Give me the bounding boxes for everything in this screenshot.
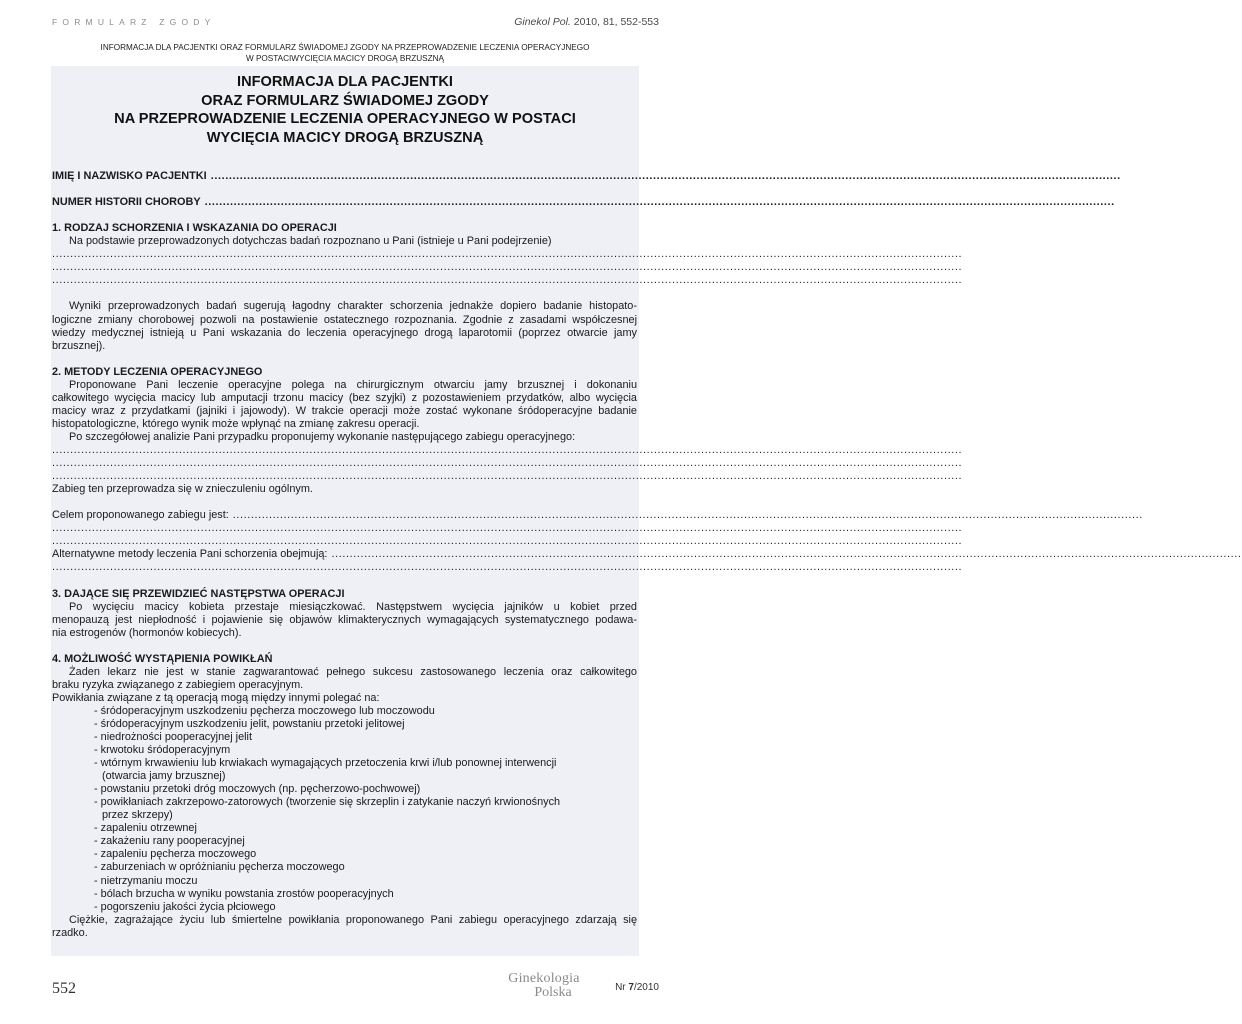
procedure-line[interactable]: ........................................................................................................................................................................................................................................................... <box>52 443 963 456</box>
title-line4: WYCIĘCIA MACICY DROGĄ BRZUSZNĄ <box>206 129 484 146</box>
diagnosis-line[interactable]: ........................................................................................................................................................................................................................................................... <box>52 248 963 261</box>
purpose-line[interactable]: ........................................................................................................................................................................................................................................................... <box>52 522 963 535</box>
form-body <box>52 170 1242 940</box>
section4-text: braku ryzyka związanego z zabiegiem operacyjnym. <box>52 678 304 691</box>
complication-item: - bólach brzucha w wyniku powstania zrostów pooperacyjnych <box>94 887 394 900</box>
section1-text: logiczne zmiany chorobowej pozwoli na postawienie ostatecznego rozpoznania. Zgodnie z zasadami współczesnej <box>52 313 637 326</box>
issue-number <box>615 982 659 993</box>
section4-closing: rzadko. <box>52 926 88 939</box>
patient-name-label: IMIĘ I NAZWISKO PACJENTKI <box>52 170 207 182</box>
dotted-line: ........................................................................................................................................................................................................................................................... <box>331 548 1242 561</box>
section2-text: Po szczegółowej analizie Pani przypadku proponujemy wykonanie następującego zabiegu operacyjnego: <box>69 430 576 443</box>
journal-logo <box>498 972 590 1006</box>
complication-item: - niedrożności pooperacyjnej jelit <box>94 731 252 744</box>
history-number-label: NUMER HISTORII CHOROBY <box>52 196 201 209</box>
logo-line1: Ginekologia <box>508 971 580 986</box>
anesthesia-text: Zabieg ten przeprowadza się w znieczuleniu ogólnym. <box>52 483 313 496</box>
section2-text: histopatologiczne, którego wynik może wpłynąć na zmianę zakresu operacji. <box>52 417 420 430</box>
citation-text: 2010, 81, 552-553 <box>573 16 659 28</box>
section1-text: wiedzy medycznej istnieją u Pani wskazania do leczenia operacyjnego drogą laparotomii (poprzez otwarcie jamy <box>52 326 637 339</box>
spacer <box>52 640 637 653</box>
issue-number-value: 7 <box>628 982 634 993</box>
section1-intro: Na podstawie przeprowadzonych dotychczas badań rozpoznano u Pani (istnieje u Pani podejrzenie) <box>69 235 552 248</box>
complication-item: - zakażeniu rany pooperacyjnej <box>94 835 245 848</box>
section1-text: brzusznej). <box>52 339 106 352</box>
patient-name-field[interactable] <box>52 170 1121 183</box>
procedure-line[interactable]: ........................................................................................................................................................................................................................................................... <box>52 457 963 470</box>
section4-heading: 4. MOŻLIWOŚĆ WYSTĄPIENIA POWIKŁAŃ <box>52 652 273 665</box>
complication-item: - nietrzymaniu moczu <box>94 874 198 887</box>
title-line3: NA PRZEPROWADZENIE LECZENIA OPERACYJNEGO W POSTACI <box>114 111 576 127</box>
complication-item: - wtórnym krwawieniu lub krwiakach wymagających przetoczenia krwi i/lub ponownej interwencji <box>94 757 557 770</box>
page-subtitle-line1: INFORMACJA DLA PACJENTKI ORAZ FORMULARZ ŚWIADOMEJ ZGODY NA PRZEPROWADZENIE LECZENIA OPERACYJNEGO <box>100 43 590 52</box>
page-subtitle <box>52 42 638 64</box>
section4-text: Powikłania związane z tą operacją mogą między innymi polegać na: <box>52 691 380 704</box>
purpose-label: Celem proponowanego zabiegu jest: <box>52 509 229 522</box>
complication-item: - powikłaniach zakrzepowo-zatorowych (tworzenie się skrzeplin i zatykanie naczyń krwionośnych <box>94 796 561 809</box>
complication-item: - krwotoku śródoperacyjnym <box>94 744 231 757</box>
section3-text: menopauzą jest niepłodność i pojawienie się objawów klimakterycznych wymagających systematycznego podawa- <box>52 613 637 626</box>
complication-item: - zapaleniu pęcherza moczowego <box>94 848 257 861</box>
section4-text: Żaden lekarz nie jest w stanie zagwarantować pełnego sukcesu zastosowanego leczenia oraz całkowitego <box>69 665 637 678</box>
complication-item-continued: przez skrzepy) <box>102 809 173 822</box>
section2-text: macicy wraz z przydatkami (jajniki i jajowody). W trakcie operacji może zostać wykonane śródoperacyjne badanie <box>52 404 637 417</box>
complication-item: - zapaleniu otrzewnej <box>94 822 197 835</box>
complication-item: - pogorszeniu jakości życia płciowego <box>94 900 276 913</box>
title-line1: INFORMACJA DLA PACJENTKI <box>237 74 453 90</box>
title-line2: ORAZ FORMULARZ ŚWIADOMEJ ZGODY <box>201 92 489 109</box>
alternatives-label: Alternatywne metody leczenia Pani schorzenia obejmują: <box>52 548 328 561</box>
section3-heading: 3. DAJĄCE SIĘ PRZEWIDZIEĆ NASTĘPSTWA OPERACJI <box>52 587 345 600</box>
page-subtitle-line2: W POSTACIWYCIĘCIA MACICY DROGĄ BRZUSZNĄ <box>245 54 445 63</box>
section2-text: całkowitego wycięcia macicy lub amputacji trzonu macicy (bez szyjki) z pozostawieniem przydatków, albo wycięcia <box>52 391 637 404</box>
alternatives-line[interactable]: ........................................................................................................................................................................................................................................................... <box>52 561 963 574</box>
spacer <box>52 574 637 587</box>
logo-line2: Polska <box>534 985 572 1000</box>
history-number-field[interactable] <box>52 196 1115 209</box>
section2-heading: 2. METODY LECZENIA OPERACYJNEGO <box>52 365 263 378</box>
complication-item-continued: (otwarcia jamy brzusznej) <box>102 770 226 783</box>
section1-heading: 1. RODZAJ SCHORZENIA I WSKAZANIA DO OPERACJI <box>52 222 337 235</box>
dotted-line: ........................................................................................................................................................................................................................................................... <box>210 170 1121 182</box>
journal-citation <box>514 16 659 28</box>
journal-name: Ginekol Pol. <box>514 16 571 28</box>
dotted-line: ........................................................................................................................................................................................................................................................... <box>232 509 1143 522</box>
complication-item: - zaburzeniach w opróżnianiu pęcherza moczowego <box>94 861 345 874</box>
diagnosis-line[interactable]: ........................................................................................................................................................................................................................................................... <box>52 261 963 274</box>
spacer <box>52 496 637 509</box>
section3-text: Po wycięciu macicy kobieta przestaje miesiączkować. Następstwem wycięcia jajników u kobiet przed <box>69 600 637 613</box>
spacer <box>52 209 637 222</box>
alternatives-field[interactable] <box>52 548 1242 561</box>
diagnosis-line[interactable]: ........................................................................................................................................................................................................................................................... <box>52 274 963 287</box>
procedure-line[interactable]: ........................................................................................................................................................................................................................................................... <box>52 470 963 483</box>
spacer <box>52 287 637 300</box>
purpose-line[interactable]: ........................................................................................................................................................................................................................................................... <box>52 535 963 548</box>
complication-item: - śródoperacyjnym uszkodzeniu pęcherza moczowego lub moczowodu <box>94 704 435 717</box>
section4-closing: Ciężkie, zagrażające życiu lub śmiertelne powikłania proponowanego Pani zabiegu operacyjnego zdarzają się <box>69 913 637 926</box>
issue-year: /2010 <box>633 982 659 993</box>
spacer <box>52 183 637 196</box>
running-header <box>0 0 725 40</box>
complication-item: - powstaniu przetoki dróg moczowych (np. pęcherzowo-pochwowej) <box>94 783 421 796</box>
form-title <box>51 73 639 147</box>
section3-text: nia estrogenów (hormonów kobiecych). <box>52 626 242 639</box>
page-number: 552 <box>52 980 76 997</box>
issue-prefix: Nr <box>615 982 626 993</box>
purpose-field[interactable] <box>52 509 1143 522</box>
section2-text: Proponowane Pani leczenie operacyjne polega na chirurgicznym otwarciu jamy brzusznej i dokonaniu <box>69 378 637 391</box>
dotted-line: ........................................................................................................................................................................................................................................................... <box>204 196 1115 209</box>
running-header-left: FORMULARZ ZGODY <box>52 17 216 27</box>
spacer <box>52 353 637 366</box>
section1-text: Wyniki przeprowadzonych badań sugerują łagodny charakter schorzenia jednakże dopiero badanie histopato- <box>69 300 637 313</box>
complication-item: - śródoperacyjnym uszkodzeniu jelit, powstaniu przetoki jelitowej <box>94 717 405 730</box>
